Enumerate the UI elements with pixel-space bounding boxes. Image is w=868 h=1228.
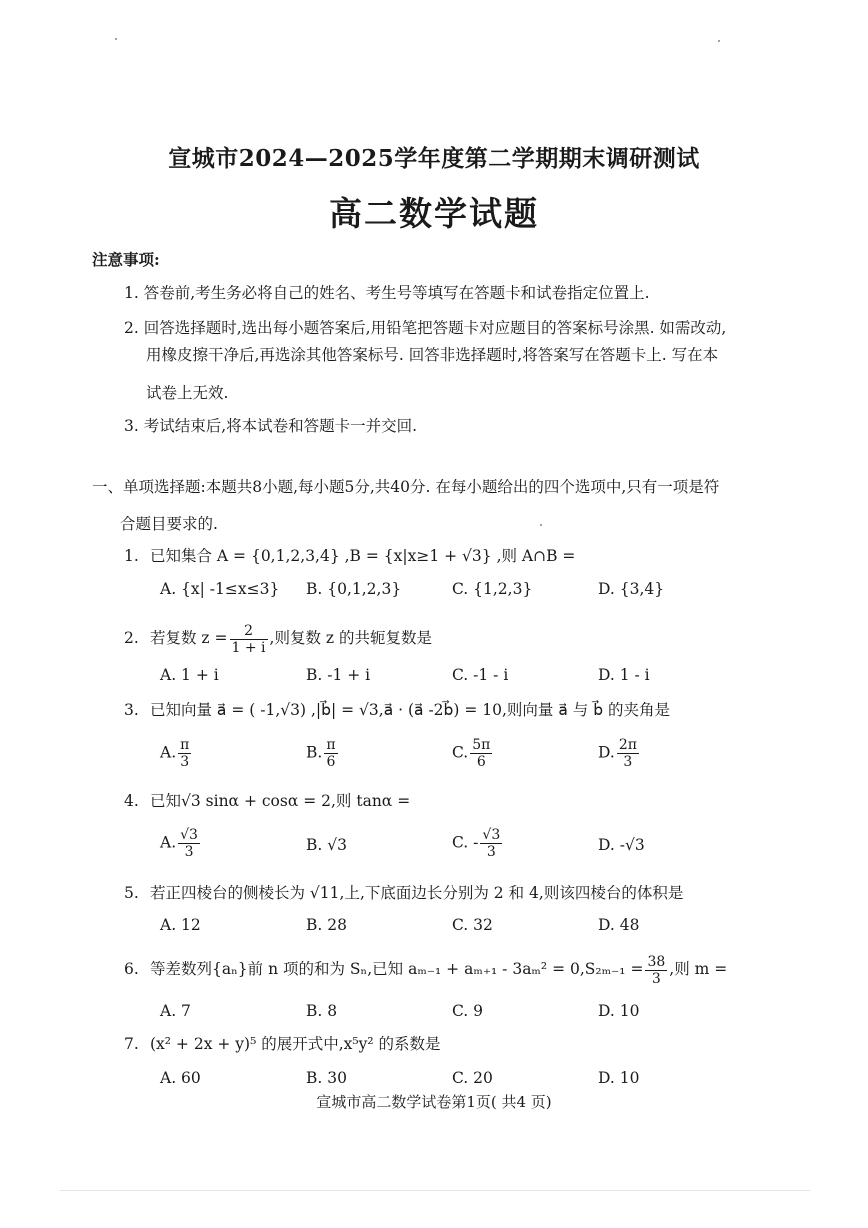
q5-option-a: A. 12 — [160, 916, 201, 934]
notice-item-1: 1. 答卷前,考生务必将自己的姓名、考生号等填写在答题卡和试卷指定位置上. — [124, 284, 650, 302]
question-stem: (x² + 2x + y)⁵ 的展开式中,x⁵y² 的系数是 — [150, 1035, 441, 1053]
q3-option-d — [598, 737, 641, 770]
fraction-denominator: 1 + i — [231, 639, 266, 656]
notice-heading: 注意事项: — [92, 250, 160, 269]
fraction — [470, 737, 492, 770]
q6-option-d: D. 10 — [598, 1002, 640, 1020]
q1-option-b: B. {0,1,2,3} — [306, 580, 402, 598]
q5-option-b: B. 28 — [306, 916, 347, 934]
scan-speck — [718, 40, 720, 42]
option-label: C. - — [452, 833, 479, 852]
option-label: D. — [598, 836, 615, 854]
question-2 — [124, 620, 432, 656]
fraction-denominator: 3 — [623, 754, 633, 770]
exam-title: 宣城市2024—2025学年度第二学期期末调研测试 — [168, 145, 700, 172]
q4-option-d — [598, 835, 645, 855]
q5-option-c: C. 32 — [452, 916, 493, 934]
option-value: √3 — [327, 836, 348, 854]
option-label: C. — [452, 743, 469, 762]
q3-option-b — [306, 737, 340, 770]
fraction-denominator: 6 — [326, 754, 336, 770]
q2-option-b: B. -1 + i — [306, 666, 371, 684]
question-4 — [124, 791, 410, 811]
section1-intro: 一、单项选择题:本题共8小题,每小题5分,共40分. 在每小题给出的四个选项中,只有一项是符 — [92, 478, 720, 496]
fraction — [324, 737, 337, 770]
q7-option-d: D. 10 — [598, 1069, 640, 1087]
fraction-denominator: 3 — [486, 844, 496, 860]
fraction — [480, 827, 502, 860]
notice-item-2-cont2: 试卷上无效. — [146, 384, 229, 402]
q2-option-d: D. 1 - i — [598, 666, 650, 684]
notice-item-2-cont: 用橡皮擦干净后,再选涂其他答案标号. 回答非选择题时,将答案写在答题卡上. 写在本 — [146, 346, 719, 364]
question-stem-post: ,则复数 z 的共轭复数是 — [269, 629, 432, 647]
question-stem: 已知向量 a⃗ = ( -1,√3) ,|b⃗| = √3,a⃗ · (a⃗ -2b⃗) = 10,则向量 a⃗ 与 b⃗ 的夹角是 — [150, 701, 670, 719]
scan-speck — [115, 38, 117, 40]
q7-option-b: B. 30 — [306, 1069, 347, 1087]
fraction-denominator: 3 — [651, 970, 661, 987]
q3-option-a — [160, 737, 193, 770]
fraction-numerator: 2π — [618, 737, 637, 753]
question-7 — [124, 1034, 441, 1054]
question-number: 3. — [124, 701, 139, 719]
q2-option-c: C. -1 - i — [452, 666, 509, 684]
q1-option-a: A. {x| -1≤x≤3} — [160, 580, 280, 598]
fraction-denominator: 3 — [180, 754, 190, 770]
q4-option-b — [306, 835, 347, 855]
question-stem-pre: 若复数 z = — [150, 629, 228, 647]
question-stem-post: ,则 m = — [669, 960, 728, 978]
question-1 — [124, 546, 575, 566]
notice-item-3: 3. 考试结束后,将本试卷和答题卡一并交回. — [124, 417, 418, 435]
section1-intro-cont: 合题目要求的. — [120, 515, 218, 533]
fraction-denominator: 3 — [184, 844, 194, 860]
q7-option-a: A. 60 — [160, 1069, 201, 1087]
fraction-numerator: √3 — [482, 827, 501, 843]
page-footer: 宣城市高二数学试卷第1页( 共4 页) — [316, 1093, 552, 1111]
question-stem: 已知√3 sinα + cosα = 2,则 tanα = — [150, 792, 411, 810]
fraction — [178, 827, 200, 860]
option-label: B. — [306, 836, 323, 854]
fraction-denominator: 6 — [476, 754, 486, 770]
question-5 — [124, 883, 683, 903]
exam-subtitle: 高二数学试题 — [329, 194, 539, 233]
question-number: 2. — [124, 629, 139, 647]
option-value: -√3 — [619, 836, 645, 854]
question-number: 4. — [124, 792, 139, 810]
question-stem-pre: 等差数列{aₙ}前 n 项的和为 Sₙ,已知 aₘ₋₁ + aₘ₊₁ - 3aₘ² = 0,S₂ₘ₋₁ = — [150, 960, 644, 978]
fraction-numerator: √3 — [180, 827, 198, 843]
question-stem: 已知集合 A = {0,1,2,3,4} ,B = {x|x≥1 + √3} ,则 A∩B = — [150, 547, 576, 565]
q4-option-c — [452, 827, 504, 860]
scan-speck — [540, 524, 542, 526]
question-number: 6. — [124, 960, 139, 978]
q4-option-a — [160, 827, 202, 860]
fraction-numerator: 2 — [230, 623, 268, 640]
fraction — [645, 954, 667, 987]
scan-edge-line — [60, 1190, 810, 1191]
q6-option-c: C. 9 — [452, 1002, 484, 1020]
option-label: A. — [160, 743, 177, 762]
question-number: 5. — [124, 884, 139, 902]
notice-item-2: 2. 回答选择题时,选出每小题答案后,用铅笔把答题卡对应题目的答案标号涂黑. 如需改动, — [124, 319, 727, 337]
fraction — [230, 623, 268, 656]
option-label: B. — [306, 743, 323, 762]
option-label: A. — [160, 833, 177, 852]
q3-option-c — [452, 737, 494, 770]
question-stem: 若正四棱台的侧棱长为 √11,上,下底面边长分别为 2 和 4,则该四棱台的体积是 — [150, 884, 684, 902]
q1-option-c: C. {1,2,3} — [452, 580, 533, 598]
question-6 — [124, 951, 727, 987]
q6-option-a: A. 7 — [160, 1002, 191, 1020]
option-label: D. — [598, 743, 615, 762]
q2-option-a: A. 1 + i — [160, 666, 219, 684]
fraction-numerator: 5π — [472, 737, 491, 753]
fraction-numerator: 38 — [647, 953, 666, 970]
fraction-numerator: π — [326, 737, 336, 753]
q6-option-b: B. 8 — [306, 1002, 338, 1020]
question-3 — [124, 700, 670, 720]
q1-option-d: D. {3,4} — [598, 580, 665, 598]
q7-option-c: C. 20 — [452, 1069, 493, 1087]
fraction — [178, 737, 191, 770]
question-number: 7. — [124, 1035, 139, 1053]
fraction — [617, 737, 639, 770]
fraction-numerator: π — [180, 737, 190, 753]
question-number: 1. — [124, 547, 139, 565]
q5-option-d: D. 48 — [598, 916, 640, 934]
